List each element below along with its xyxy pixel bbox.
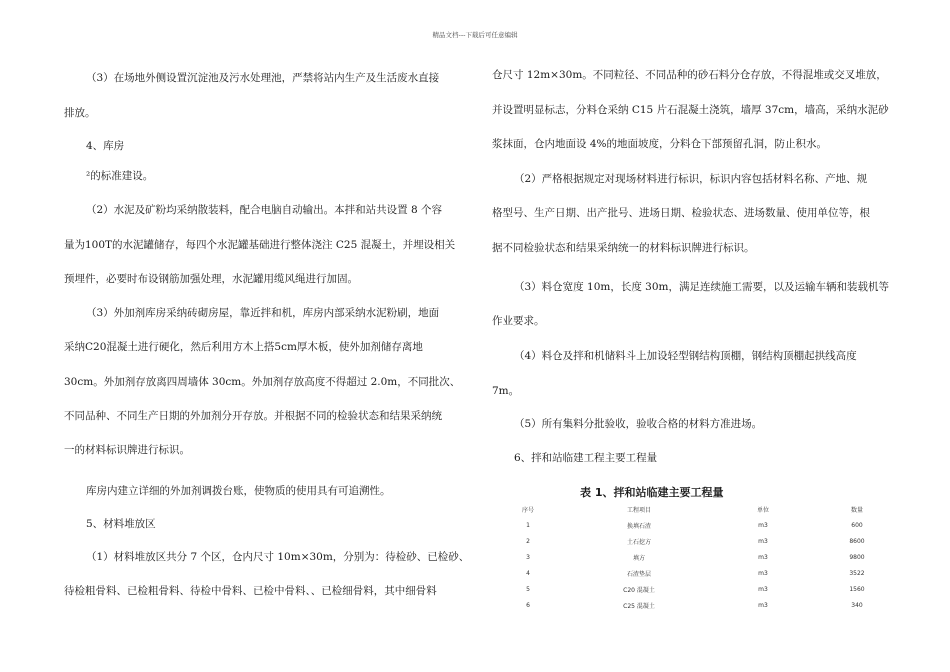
paragraph-line: 预埋件，必要时布设钢筋加强处理，水泥罐用缆风绳进行加固。 (64, 273, 358, 285)
paragraph-line: 库房内建立详细的外加剂调拨台账，使物质的使用具有可追溯性。 (86, 485, 391, 497)
paragraph-line: 30cm。外加剂存放离四周墙体 30cm。外加剂存放高度不得超过 2.0m，不同批次、 (64, 376, 461, 388)
paragraph-line: 仓尺寸 12m×30m。不同粒径、不同品种的砂石料分仓存放，不得混堆或交叉堆放， (492, 69, 887, 81)
paragraph-line: 采纳C20混凝土进行硬化，然后利用方木上搭5cm厚木板，使外加剂储存离地 (64, 341, 423, 353)
table-cell: 1 (526, 521, 530, 529)
section-heading: 5、材料堆放区 (86, 518, 156, 530)
section-heading: 6、拌和站临建工程主要工程量 (514, 452, 658, 464)
table-cell: m3 (758, 601, 768, 609)
table-cell: 5 (526, 585, 530, 593)
table-cell: m3 (758, 521, 768, 529)
table-cell: 340 (851, 601, 863, 609)
column-header: 单位 (756, 507, 769, 514)
table-cell: 4 (526, 569, 530, 577)
table-cell: 2 (526, 537, 530, 545)
table-cell: 填方 (632, 554, 645, 562)
paragraph-line: （1）材料堆放区共分 7 个区，仓内尺寸 10m×30m，分别为：待检砂、已检砂、 (86, 551, 470, 563)
paragraph-line: 作业要求。 (492, 315, 545, 327)
paragraph-line: （2）严格根据规定对现场材料进行标识，标识内容包括材料名称、产地、规 (514, 173, 868, 185)
paragraph-line: 排放。 (64, 107, 96, 119)
paragraph-line: ²的标准建设。 (86, 170, 154, 182)
paragraph-line: 并设置明显标志，分料仓采纳 C15 片石混凝土浇筑，墙厚 37cm，墙高，采纳水泥砂 (492, 104, 889, 116)
paragraph-line: 量为100T的水泥罐储存，每四个水泥罐基础进行整体浇注 C25 混凝土，并埋设相关 (64, 239, 456, 251)
table-row (492, 581, 902, 597)
paragraph-line: （3）料仓宽度 10m，长度 30m，满足连续施工需要，以及运输车辆和装载机等 (514, 281, 889, 293)
table-cell: 6 (526, 601, 530, 609)
paragraph-line: 据不同检验状态和结果采纳统一的材料标识牌进行标识。 (492, 242, 755, 254)
page-header: 精品文档---下载后可任意编辑 (432, 31, 518, 39)
column-header: 数量 (850, 507, 863, 514)
paragraph-line: （3）在场地外侧设置沉淀池及污水处理池，严禁将站内生产及生活废水直接 (86, 72, 440, 84)
paragraph-line: 7m。 (492, 385, 520, 397)
table-cell: 600 (851, 521, 863, 529)
table-cell: 土石挖方 (626, 538, 651, 546)
paragraph-line: （3）外加剂库房采纳砖砌房屋，靠近拌和机，库房内部采纳水泥粉刷，地面 (86, 307, 440, 319)
paragraph-line: （2）水泥及矿粉均采纳散装料，配合电脑自动输出。本拌和站共设置 8 个容 (86, 204, 443, 216)
table-row (492, 517, 902, 533)
paragraph-line: 一的材料标识牌进行标识。 (64, 444, 190, 456)
table-cell: C20 混凝土 (623, 586, 655, 594)
table-cell: 1560 (849, 585, 865, 593)
table-row (492, 565, 902, 581)
table-cell: 换填石渣 (626, 522, 651, 530)
section-heading: 4、库房 (86, 140, 125, 152)
table-cell: 石渣垫层 (626, 570, 651, 578)
table-cell: m3 (758, 569, 768, 577)
table-cell: m3 (758, 553, 768, 561)
column-header: 序号 (521, 507, 534, 514)
table-row (492, 549, 902, 565)
paragraph-line: 不同品种、不同生产日期的外加剂分开存放。并根据不同的检验状态和结果采纳统 (64, 410, 442, 422)
table-cell: C25 混凝土 (623, 602, 655, 610)
table-cell: m3 (758, 537, 768, 545)
paragraph-line: （4）料仓及拌和机储料斗上加设轻型钢结构顶棚，钢结构顶棚起拱线高度 (514, 350, 857, 362)
column-header: 工程项目 (626, 507, 651, 514)
table-cell: 8600 (849, 537, 865, 545)
paragraph-line: （5）所有集料分批验收，验收合格的材料方准进场。 (514, 418, 763, 430)
table-title: 表 1、拌和站临建主要工程量 (580, 486, 724, 499)
paragraph-line: 浆抹面，仓内地面设 4%的地面坡度，分料仓下部预留孔洞，防止积水。 (492, 138, 827, 150)
table-cell: 3522 (849, 569, 865, 577)
table-cell: 3 (526, 553, 530, 561)
table-cell: m3 (758, 585, 768, 593)
table-row (492, 533, 902, 549)
paragraph-line: 待检粗骨料、已检粗骨料、待检中骨料、已检中骨料、、已检细骨料，其中细骨料 (64, 585, 437, 597)
table-cell: 9800 (849, 553, 865, 561)
table-header-row (492, 502, 902, 517)
paragraph-line: 格型号、生产日期、出产批号、进场日期、检验状态、进场数量、使用单位等，根 (492, 207, 870, 219)
quantities-table (492, 502, 902, 613)
table-row (492, 597, 902, 613)
